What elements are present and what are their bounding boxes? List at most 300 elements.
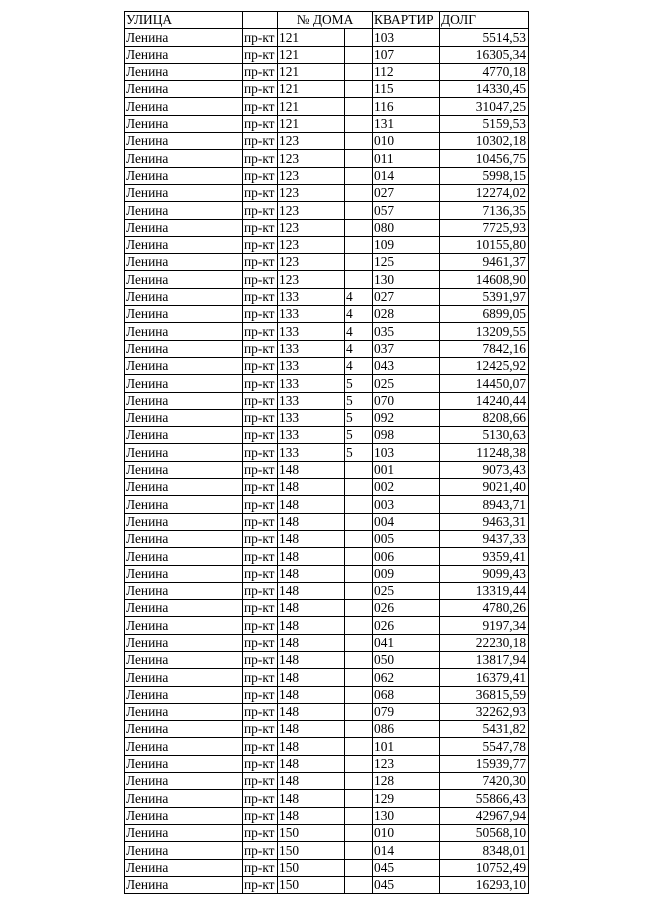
cell-apartment: 004	[373, 513, 440, 530]
table-row	[125, 686, 529, 703]
table-row	[125, 115, 529, 132]
table-row	[125, 617, 529, 634]
cell-house: 148	[278, 755, 345, 772]
table-row	[125, 548, 529, 565]
table-row	[125, 375, 529, 392]
cell-house: 133	[278, 306, 345, 323]
cell-house: 148	[278, 738, 345, 755]
table-row	[125, 409, 529, 426]
cell-korpus	[345, 461, 373, 478]
cell-apartment: 025	[373, 582, 440, 599]
cell-type: пр-кт	[243, 530, 278, 547]
cell-debt: 5159,53	[440, 115, 529, 132]
cell-korpus: 5	[345, 375, 373, 392]
cell-apartment: 009	[373, 565, 440, 582]
cell-debt: 14240,44	[440, 392, 529, 409]
cell-type: пр-кт	[243, 669, 278, 686]
table-row	[125, 496, 529, 513]
cell-street: Ленина	[125, 46, 243, 63]
cell-house: 133	[278, 323, 345, 340]
table-row	[125, 807, 529, 824]
cell-apartment: 041	[373, 634, 440, 651]
cell-apartment: 027	[373, 288, 440, 305]
cell-apartment: 035	[373, 323, 440, 340]
table-row	[125, 703, 529, 720]
cell-apartment: 098	[373, 427, 440, 444]
cell-debt: 10302,18	[440, 133, 529, 150]
cell-korpus: 5	[345, 427, 373, 444]
cell-street: Ленина	[125, 479, 243, 496]
cell-street: Ленина	[125, 306, 243, 323]
cell-street: Ленина	[125, 738, 243, 755]
cell-apartment: 101	[373, 738, 440, 755]
cell-debt: 7842,16	[440, 340, 529, 357]
cell-korpus	[345, 634, 373, 651]
cell-korpus: 4	[345, 357, 373, 374]
cell-house: 133	[278, 444, 345, 461]
table-row	[125, 755, 529, 772]
cell-korpus	[345, 876, 373, 893]
table-row	[125, 63, 529, 80]
cell-type: пр-кт	[243, 600, 278, 617]
cell-type: пр-кт	[243, 790, 278, 807]
cell-house: 150	[278, 842, 345, 859]
debt-table	[124, 11, 529, 894]
cell-korpus	[345, 842, 373, 859]
cell-house: 148	[278, 790, 345, 807]
cell-debt: 11248,38	[440, 444, 529, 461]
cell-apartment: 080	[373, 219, 440, 236]
cell-debt: 9073,43	[440, 461, 529, 478]
cell-house: 133	[278, 288, 345, 305]
cell-street: Ленина	[125, 271, 243, 288]
cell-street: Ленина	[125, 634, 243, 651]
cell-type: пр-кт	[243, 427, 278, 444]
cell-korpus: 4	[345, 340, 373, 357]
cell-type: пр-кт	[243, 271, 278, 288]
cell-type: пр-кт	[243, 703, 278, 720]
table-row	[125, 790, 529, 807]
cell-korpus	[345, 133, 373, 150]
cell-apartment: 006	[373, 548, 440, 565]
table-row	[125, 46, 529, 63]
cell-apartment: 003	[373, 496, 440, 513]
cell-apartment: 050	[373, 651, 440, 668]
cell-apartment: 025	[373, 375, 440, 392]
table-row	[125, 479, 529, 496]
cell-debt: 9461,37	[440, 254, 529, 271]
cell-korpus: 5	[345, 409, 373, 426]
cell-type: пр-кт	[243, 288, 278, 305]
cell-debt: 6899,05	[440, 306, 529, 323]
cell-apartment: 107	[373, 46, 440, 63]
cell-street: Ленина	[125, 755, 243, 772]
cell-house: 150	[278, 859, 345, 876]
cell-debt: 31047,25	[440, 98, 529, 115]
cell-type: пр-кт	[243, 323, 278, 340]
table-row	[125, 29, 529, 46]
cell-type: пр-кт	[243, 340, 278, 357]
cell-apartment: 116	[373, 98, 440, 115]
cell-street: Ленина	[125, 392, 243, 409]
cell-house: 148	[278, 634, 345, 651]
cell-korpus: 4	[345, 288, 373, 305]
cell-street: Ленина	[125, 254, 243, 271]
cell-type: пр-кт	[243, 63, 278, 80]
cell-debt: 55866,43	[440, 790, 529, 807]
cell-apartment: 001	[373, 461, 440, 478]
cell-debt: 42967,94	[440, 807, 529, 824]
cell-type: пр-кт	[243, 842, 278, 859]
cell-street: Ленина	[125, 651, 243, 668]
cell-debt: 5998,15	[440, 167, 529, 184]
cell-house: 123	[278, 150, 345, 167]
cell-house: 148	[278, 530, 345, 547]
cell-apartment: 026	[373, 600, 440, 617]
cell-apartment: 005	[373, 530, 440, 547]
cell-apartment: 109	[373, 236, 440, 253]
cell-house: 121	[278, 115, 345, 132]
cell-type: пр-кт	[243, 444, 278, 461]
table-row	[125, 824, 529, 841]
cell-house: 148	[278, 565, 345, 582]
table-row	[125, 444, 529, 461]
cell-street: Ленина	[125, 444, 243, 461]
cell-korpus	[345, 859, 373, 876]
cell-street: Ленина	[125, 375, 243, 392]
cell-type: пр-кт	[243, 807, 278, 824]
cell-house: 148	[278, 582, 345, 599]
table-row	[125, 392, 529, 409]
cell-house: 133	[278, 357, 345, 374]
cell-type: пр-кт	[243, 617, 278, 634]
cell-house: 123	[278, 254, 345, 271]
cell-korpus	[345, 271, 373, 288]
table-row	[125, 565, 529, 582]
cell-korpus	[345, 219, 373, 236]
cell-korpus	[345, 150, 373, 167]
cell-debt: 9359,41	[440, 548, 529, 565]
cell-korpus	[345, 98, 373, 115]
cell-street: Ленина	[125, 530, 243, 547]
cell-street: Ленина	[125, 461, 243, 478]
cell-street: Ленина	[125, 409, 243, 426]
cell-street: Ленина	[125, 686, 243, 703]
cell-house: 123	[278, 271, 345, 288]
cell-apartment: 092	[373, 409, 440, 426]
cell-korpus	[345, 755, 373, 772]
cell-house: 123	[278, 167, 345, 184]
cell-street: Ленина	[125, 29, 243, 46]
cell-street: Ленина	[125, 859, 243, 876]
cell-korpus	[345, 738, 373, 755]
cell-apartment: 010	[373, 133, 440, 150]
table-row	[125, 306, 529, 323]
table-row	[125, 634, 529, 651]
table-row	[125, 167, 529, 184]
table-row	[125, 202, 529, 219]
cell-street: Ленина	[125, 184, 243, 201]
cell-street: Ленина	[125, 323, 243, 340]
cell-street: Ленина	[125, 115, 243, 132]
cell-apartment: 103	[373, 444, 440, 461]
cell-korpus: 4	[345, 323, 373, 340]
cell-house: 148	[278, 461, 345, 478]
cell-debt: 16293,10	[440, 876, 529, 893]
cell-street: Ленина	[125, 202, 243, 219]
table-row	[125, 219, 529, 236]
cell-korpus	[345, 46, 373, 63]
cell-korpus	[345, 600, 373, 617]
cell-debt: 22230,18	[440, 634, 529, 651]
cell-type: пр-кт	[243, 133, 278, 150]
cell-apartment: 131	[373, 115, 440, 132]
cell-house: 148	[278, 617, 345, 634]
table-row	[125, 859, 529, 876]
cell-apartment: 011	[373, 150, 440, 167]
cell-debt: 7420,30	[440, 773, 529, 790]
cell-type: пр-кт	[243, 565, 278, 582]
cell-type: пр-кт	[243, 773, 278, 790]
cell-debt: 4780,26	[440, 600, 529, 617]
cell-type: пр-кт	[243, 461, 278, 478]
table-row	[125, 427, 529, 444]
cell-korpus	[345, 530, 373, 547]
cell-debt: 14450,07	[440, 375, 529, 392]
table-row	[125, 651, 529, 668]
cell-korpus	[345, 790, 373, 807]
cell-apartment: 125	[373, 254, 440, 271]
table-row	[125, 530, 529, 547]
header-type	[243, 12, 278, 29]
cell-apartment: 070	[373, 392, 440, 409]
header-street: УЛИЦА	[125, 12, 243, 29]
table-row	[125, 236, 529, 253]
cell-type: пр-кт	[243, 150, 278, 167]
cell-korpus	[345, 617, 373, 634]
table-row	[125, 461, 529, 478]
cell-debt: 16379,41	[440, 669, 529, 686]
cell-street: Ленина	[125, 600, 243, 617]
cell-debt: 5431,82	[440, 721, 529, 738]
cell-korpus	[345, 81, 373, 98]
cell-debt: 7725,93	[440, 219, 529, 236]
cell-type: пр-кт	[243, 721, 278, 738]
cell-apartment: 027	[373, 184, 440, 201]
cell-type: пр-кт	[243, 496, 278, 513]
cell-street: Ленина	[125, 340, 243, 357]
cell-apartment: 068	[373, 686, 440, 703]
header-debt: ДОЛГ	[440, 12, 529, 29]
cell-type: пр-кт	[243, 686, 278, 703]
cell-apartment: 045	[373, 859, 440, 876]
cell-debt: 36815,59	[440, 686, 529, 703]
cell-korpus	[345, 513, 373, 530]
cell-apartment: 028	[373, 306, 440, 323]
table-body	[125, 29, 529, 894]
cell-korpus	[345, 236, 373, 253]
cell-korpus	[345, 29, 373, 46]
cell-house: 121	[278, 29, 345, 46]
cell-house: 121	[278, 98, 345, 115]
cell-apartment: 123	[373, 755, 440, 772]
cell-type: пр-кт	[243, 167, 278, 184]
cell-debt: 5130,63	[440, 427, 529, 444]
cell-debt: 50568,10	[440, 824, 529, 841]
cell-street: Ленина	[125, 842, 243, 859]
cell-korpus	[345, 115, 373, 132]
cell-korpus: 5	[345, 444, 373, 461]
cell-debt: 32262,93	[440, 703, 529, 720]
table-row	[125, 842, 529, 859]
cell-house: 121	[278, 81, 345, 98]
cell-apartment: 010	[373, 824, 440, 841]
cell-apartment: 037	[373, 340, 440, 357]
cell-street: Ленина	[125, 63, 243, 80]
cell-type: пр-кт	[243, 651, 278, 668]
cell-debt: 10752,49	[440, 859, 529, 876]
cell-korpus	[345, 63, 373, 80]
cell-type: пр-кт	[243, 219, 278, 236]
table-row	[125, 133, 529, 150]
cell-house: 148	[278, 479, 345, 496]
cell-type: пр-кт	[243, 876, 278, 893]
table-row	[125, 98, 529, 115]
cell-korpus	[345, 703, 373, 720]
cell-debt: 5547,78	[440, 738, 529, 755]
cell-street: Ленина	[125, 81, 243, 98]
cell-type: пр-кт	[243, 184, 278, 201]
cell-street: Ленина	[125, 548, 243, 565]
cell-house: 148	[278, 721, 345, 738]
cell-street: Ленина	[125, 669, 243, 686]
cell-debt: 13209,55	[440, 323, 529, 340]
cell-street: Ленина	[125, 357, 243, 374]
cell-apartment: 002	[373, 479, 440, 496]
cell-street: Ленина	[125, 133, 243, 150]
cell-debt: 13817,94	[440, 651, 529, 668]
cell-house: 133	[278, 392, 345, 409]
cell-type: пр-кт	[243, 548, 278, 565]
cell-house: 121	[278, 46, 345, 63]
cell-house: 148	[278, 496, 345, 513]
cell-street: Ленина	[125, 167, 243, 184]
cell-debt: 5391,97	[440, 288, 529, 305]
cell-debt: 9021,40	[440, 479, 529, 496]
cell-house: 148	[278, 651, 345, 668]
cell-type: пр-кт	[243, 115, 278, 132]
cell-house: 123	[278, 133, 345, 150]
cell-debt: 16305,34	[440, 46, 529, 63]
cell-house: 123	[278, 184, 345, 201]
cell-apartment: 014	[373, 167, 440, 184]
cell-type: пр-кт	[243, 755, 278, 772]
cell-apartment: 014	[373, 842, 440, 859]
cell-korpus	[345, 721, 373, 738]
cell-house: 148	[278, 807, 345, 824]
cell-debt: 9437,33	[440, 530, 529, 547]
table-row	[125, 600, 529, 617]
cell-house: 133	[278, 340, 345, 357]
cell-house: 148	[278, 548, 345, 565]
cell-korpus	[345, 202, 373, 219]
cell-apartment: 026	[373, 617, 440, 634]
table-row	[125, 582, 529, 599]
cell-type: пр-кт	[243, 254, 278, 271]
cell-type: пр-кт	[243, 634, 278, 651]
cell-street: Ленина	[125, 98, 243, 115]
cell-debt: 14608,90	[440, 271, 529, 288]
cell-street: Ленина	[125, 565, 243, 582]
cell-street: Ленина	[125, 219, 243, 236]
cell-korpus	[345, 824, 373, 841]
cell-apartment: 112	[373, 63, 440, 80]
cell-house: 148	[278, 513, 345, 530]
cell-apartment: 103	[373, 29, 440, 46]
cell-korpus	[345, 773, 373, 790]
table-row	[125, 81, 529, 98]
cell-debt: 14330,45	[440, 81, 529, 98]
cell-street: Ленина	[125, 427, 243, 444]
cell-korpus	[345, 686, 373, 703]
cell-house: 133	[278, 427, 345, 444]
table-row	[125, 254, 529, 271]
cell-korpus: 5	[345, 392, 373, 409]
cell-type: пр-кт	[243, 859, 278, 876]
cell-type: пр-кт	[243, 98, 278, 115]
cell-korpus	[345, 807, 373, 824]
cell-house: 123	[278, 202, 345, 219]
cell-type: пр-кт	[243, 582, 278, 599]
cell-type: пр-кт	[243, 236, 278, 253]
cell-street: Ленина	[125, 236, 243, 253]
cell-korpus	[345, 582, 373, 599]
cell-house: 133	[278, 409, 345, 426]
cell-debt: 12425,92	[440, 357, 529, 374]
cell-debt: 8348,01	[440, 842, 529, 859]
cell-house: 123	[278, 236, 345, 253]
cell-house: 150	[278, 824, 345, 841]
cell-house: 123	[278, 219, 345, 236]
cell-house: 150	[278, 876, 345, 893]
cell-debt: 4770,18	[440, 63, 529, 80]
cell-street: Ленина	[125, 496, 243, 513]
cell-debt: 15939,77	[440, 755, 529, 772]
cell-street: Ленина	[125, 876, 243, 893]
cell-debt: 8943,71	[440, 496, 529, 513]
cell-street: Ленина	[125, 617, 243, 634]
header-house: № ДОМА	[278, 12, 373, 29]
cell-apartment: 115	[373, 81, 440, 98]
cell-apartment: 128	[373, 773, 440, 790]
cell-street: Ленина	[125, 721, 243, 738]
cell-street: Ленина	[125, 513, 243, 530]
table-row	[125, 184, 529, 201]
cell-house: 148	[278, 703, 345, 720]
table-row	[125, 340, 529, 357]
table-row	[125, 288, 529, 305]
cell-type: пр-кт	[243, 81, 278, 98]
table-row	[125, 876, 529, 893]
cell-street: Ленина	[125, 150, 243, 167]
cell-type: пр-кт	[243, 513, 278, 530]
cell-apartment: 043	[373, 357, 440, 374]
cell-street: Ленина	[125, 703, 243, 720]
table-row	[125, 357, 529, 374]
cell-debt: 12274,02	[440, 184, 529, 201]
cell-house: 148	[278, 773, 345, 790]
cell-debt: 10456,75	[440, 150, 529, 167]
